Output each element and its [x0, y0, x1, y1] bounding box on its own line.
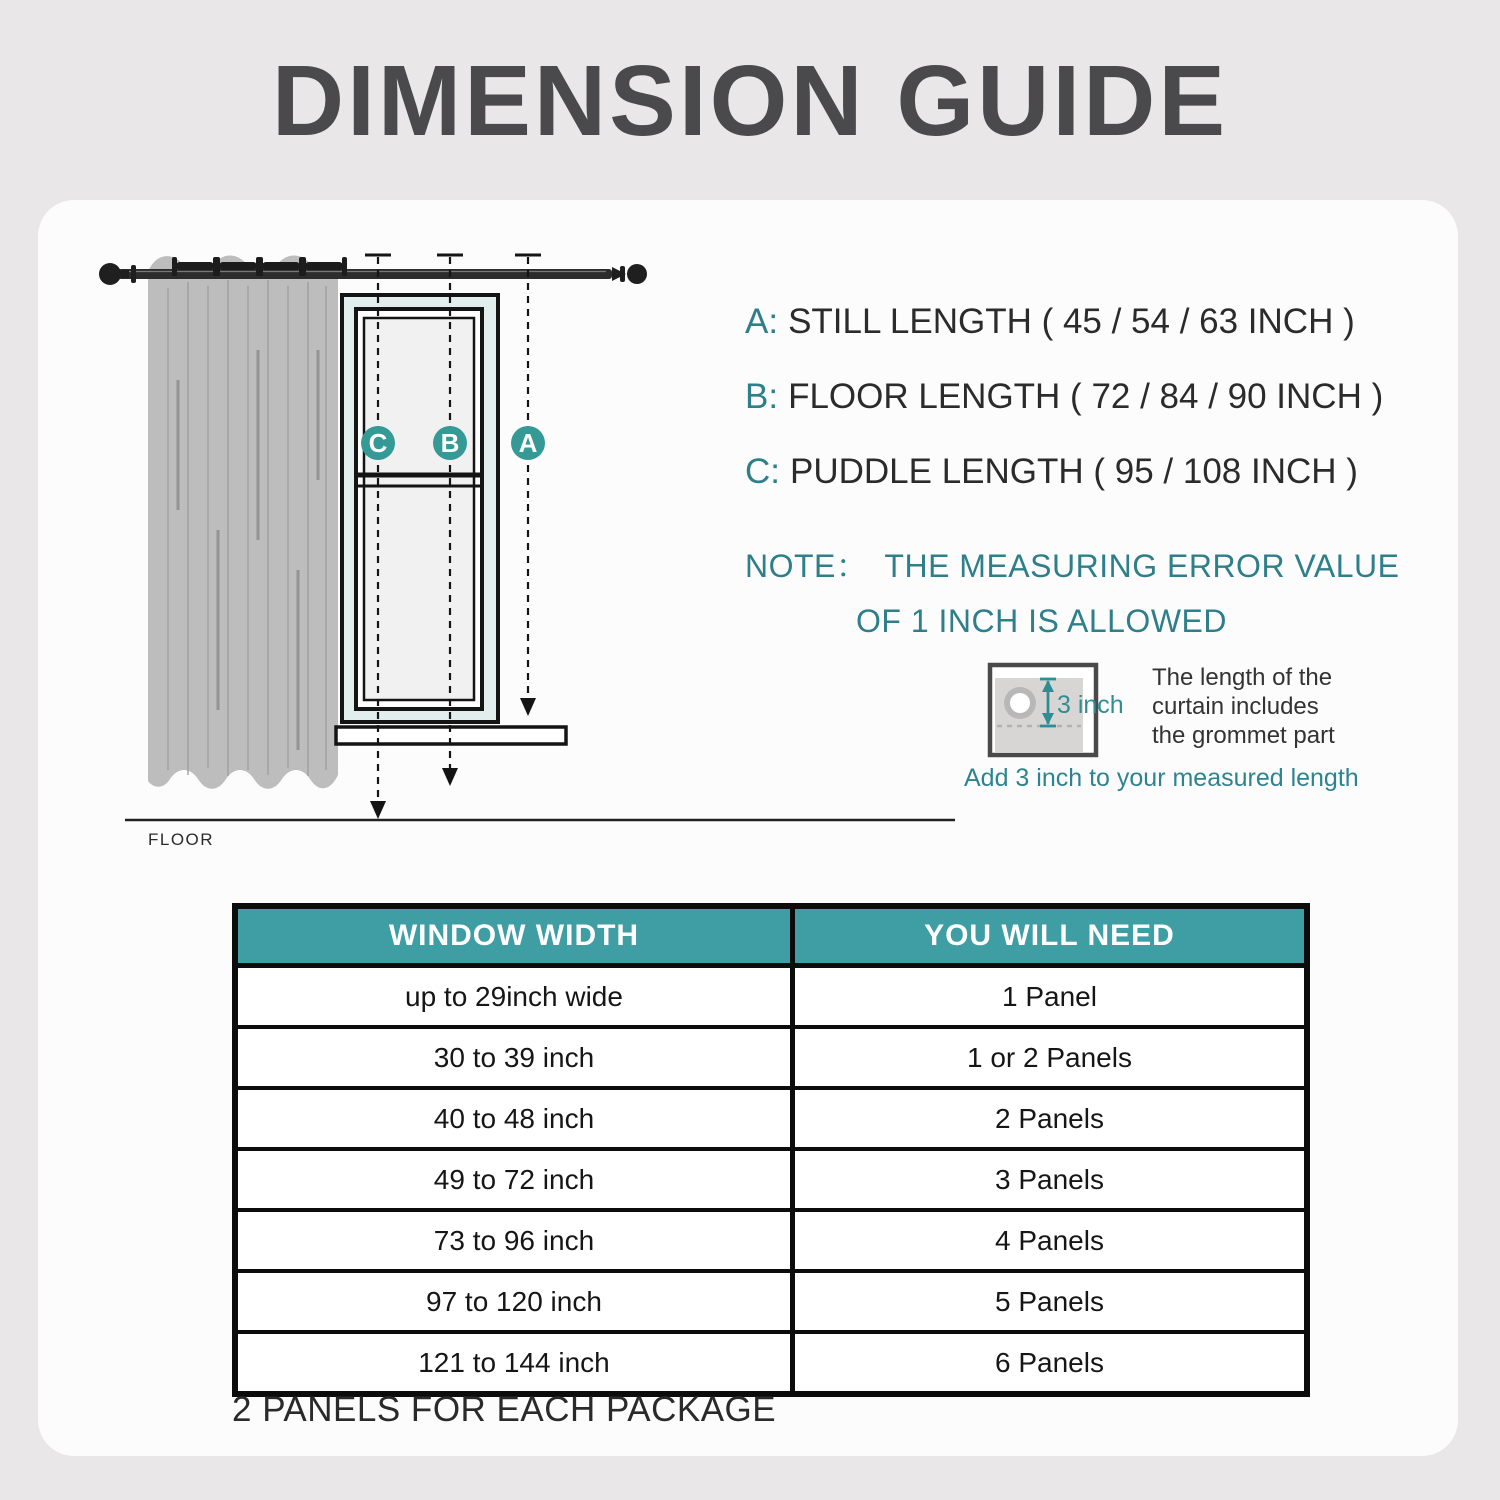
header-you-will-need: YOU WILL NEED [792, 906, 1307, 966]
legend-letter-a: A: [745, 302, 779, 341]
marker-a [511, 426, 545, 460]
table-row: 49 to 72 inch 3 Panels [235, 1149, 1307, 1210]
note-prefix: NOTE： [745, 548, 869, 584]
curtain-illustration [148, 256, 338, 789]
grommet-description: The length of the curtain includes the grommet part [1152, 664, 1335, 749]
marker-c [361, 426, 395, 460]
legend-item-c [745, 452, 1358, 492]
note-line-2: OF 1 INCH IS ALLOWED [856, 603, 1227, 639]
page-title: DIMENSION GUIDE [271, 45, 1229, 157]
legend-text-b: FLOOR LENGTH ( 72 / 84 / 90 INCH ) [788, 377, 1384, 416]
table-row: up to 29inch wide 1 Panel [235, 966, 1307, 1028]
window-glass [364, 318, 474, 700]
marker-a-letter: A [518, 428, 538, 458]
marker-b-letter: B [440, 428, 460, 458]
legend-text-c: PUDDLE LENGTH ( 95 / 108 INCH ) [790, 452, 1358, 491]
panel-size-table [232, 903, 1310, 1397]
table-row: 40 to 48 inch 2 Panels [235, 1088, 1307, 1149]
floor-label: FLOOR [148, 830, 215, 849]
header-window-width: WINDOW WIDTH [235, 906, 792, 966]
legend-letter-c: C: [745, 452, 780, 491]
legend-item-b [745, 377, 1383, 417]
table-row: 121 to 144 inch 6 Panels [235, 1332, 1307, 1394]
note-line-1: NOTE： THE MEASURING ERROR VALUE [745, 548, 1400, 584]
legend-letter-b: B: [745, 377, 779, 416]
table-header-row [235, 906, 1307, 966]
package-footnote: 2 PANELS FOR EACH PACKAGE [232, 1390, 777, 1429]
table-row: 97 to 120 inch 5 Panels [235, 1271, 1307, 1332]
table-row: 30 to 39 inch 1 or 2 Panels [235, 1027, 1307, 1088]
measure-line-a [515, 255, 541, 716]
marker-c-letter: C [368, 428, 388, 458]
marker-b [433, 426, 467, 460]
rod-finial-left [99, 263, 121, 285]
grommet-diagram [988, 662, 1124, 762]
curtain-fabric [148, 256, 338, 789]
legend-item-a [745, 302, 1355, 342]
grommet-measure-label: 3 inch [1057, 691, 1124, 719]
grommet-tip: Add 3 inch to your measured length [964, 764, 1359, 792]
legend-text-a: STILL LENGTH ( 45 / 54 / 63 INCH ) [788, 302, 1355, 341]
table-row: 73 to 96 inch 4 Panels [235, 1210, 1307, 1271]
